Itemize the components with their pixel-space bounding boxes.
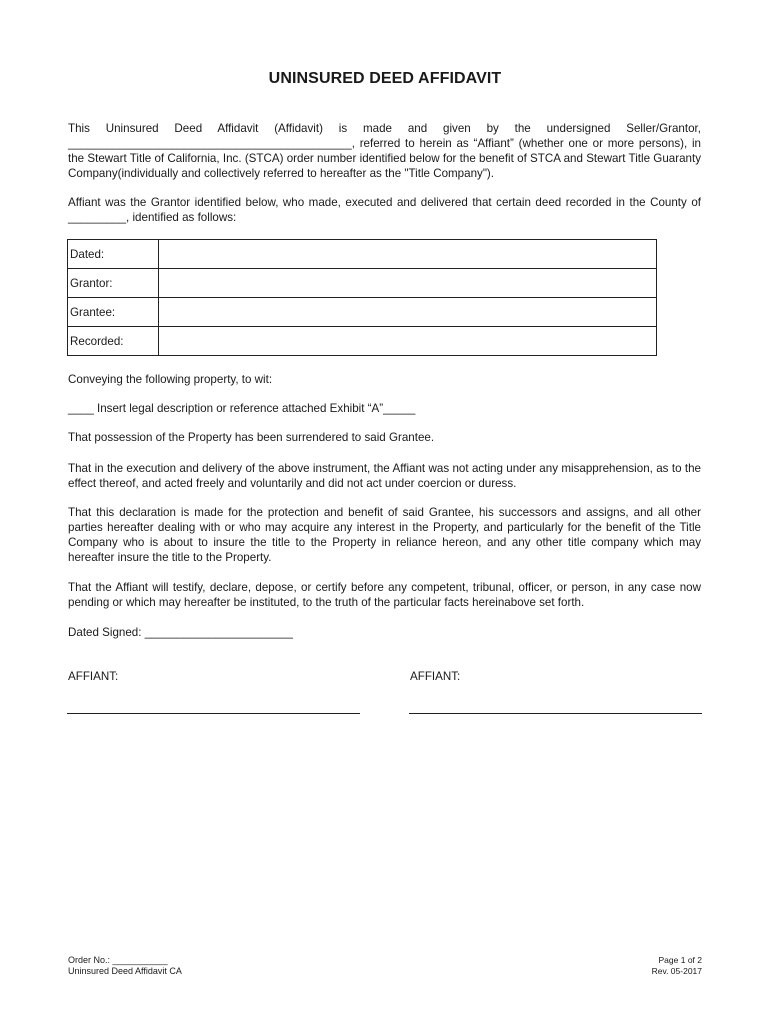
legal-description-line: ____ Insert legal description or reference attached Exhibit “A”_____ xyxy=(68,402,416,415)
footer-left xyxy=(68,955,182,977)
deed-details-table xyxy=(67,239,657,356)
signature-line-left[interactable] xyxy=(67,713,360,714)
intro-paragraph: This Uninsured Deed Affidavit (Affidavit) is made and given by the undersigned Seller/Grantor, ____________________________________________, referred to herein as “Affiant” (whether one or more persons), in the Stewart Title of California, Inc. (STCA) order number identified below for the benefit of STCA and Stewart Title Guaranty Company(individually and collectively referred to hereafter as the "Title Company"). xyxy=(68,122,701,180)
declaration-paragraph: That this declaration is made for the protection and benefit of said Grantee, his successors and assigns, and all other parties hereafter dealing with or who may acquire any interest in the Property, and particularly for the benefit of the Title Company who is about to insure the title to the Property in reliance hereon, and any other title company which may hereafter insure the title to the Property. xyxy=(68,506,701,564)
dated-signed-line: Dated Signed: _______________________ xyxy=(68,626,294,639)
recorded-label: Recorded: xyxy=(68,327,159,356)
dated-field[interactable] xyxy=(159,240,657,269)
affiant-label-right: AFFIANT: xyxy=(410,670,461,683)
footer-right xyxy=(652,955,702,977)
grantor-field[interactable] xyxy=(159,269,657,298)
table-row xyxy=(68,327,657,356)
table-row xyxy=(68,240,657,269)
order-number: Order No.: ___________ xyxy=(68,955,168,965)
affiant-label-left: AFFIANT: xyxy=(68,670,119,683)
recorded-field[interactable] xyxy=(159,327,657,356)
conveying-paragraph: Conveying the following property, to wit: xyxy=(68,373,273,386)
grantee-field[interactable] xyxy=(159,298,657,327)
testify-paragraph: That the Affiant will testify, declare, depose, or certify before any competent, tribunal, officer, or person, in any case now pending or which may hereafter be instituted, to the truth of the particular facts hereinabove set forth. xyxy=(68,581,701,609)
execution-paragraph: That in the execution and delivery of the above instrument, the Affiant was not acting under any misapprehension, as to the effect thereof, and acted freely and voluntarily and did not act under coercion or duress. xyxy=(68,462,701,490)
form-name: Uninsured Deed Affidavit CA xyxy=(68,966,182,976)
document-title: UNINSURED DEED AFFIDAVIT xyxy=(268,70,502,87)
dated-label: Dated: xyxy=(68,240,159,269)
table-row xyxy=(68,269,657,298)
grantor-label: Grantor: xyxy=(68,269,159,298)
page-number: Page 1 of 2 xyxy=(658,955,702,965)
revision-date: Rev. 05-2017 xyxy=(651,966,702,976)
grantee-label: Grantee: xyxy=(68,298,159,327)
affiant-statement: Affiant was the Grantor identified below, who made, executed and delivered that certain deed recorded in the County of _________, identified as follows: xyxy=(68,196,701,224)
possession-paragraph: That possession of the Property has been surrendered to said Grantee. xyxy=(68,431,435,444)
table-row xyxy=(68,298,657,327)
signature-line-right[interactable] xyxy=(409,713,702,714)
